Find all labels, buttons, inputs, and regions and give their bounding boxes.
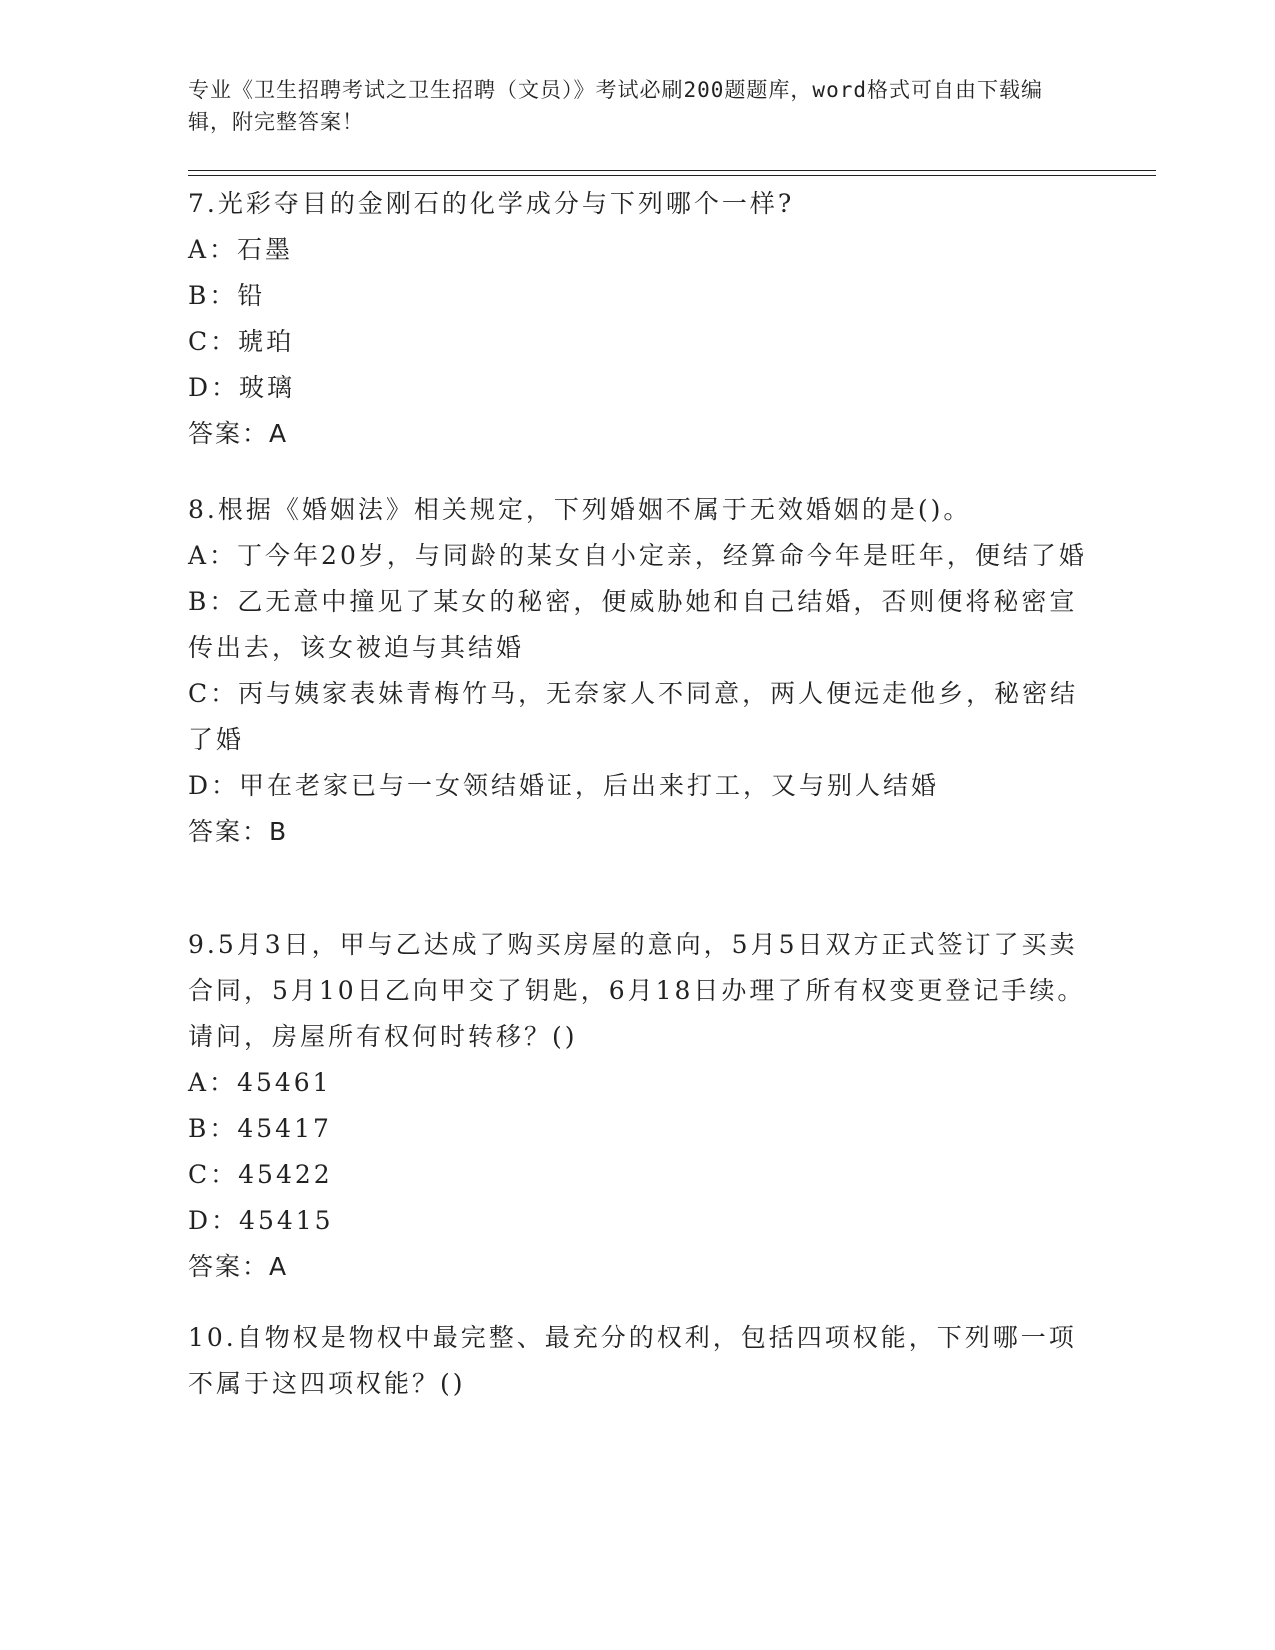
option-c: C：丙与姨家表妹青梅竹马，无奈家人不同意，两人便远走他乡，秘密结了婚 xyxy=(188,679,1079,754)
option-c: C：琥珀 xyxy=(188,327,295,356)
question-stem: 7.光彩夺目的金刚石的化学成分与下列哪个一样? xyxy=(188,189,795,218)
question-7 xyxy=(188,181,1088,457)
question-10 xyxy=(188,1315,1088,1407)
header-rule-bottom xyxy=(188,175,1156,176)
header-rule-top xyxy=(188,170,1156,171)
question-stem: 8.根据《婚姻法》相关规定，下列婚姻不属于无效婚姻的是()。 xyxy=(188,495,972,524)
option-a: A：45461 xyxy=(188,1068,332,1097)
question-stem: 9.5月3日，甲与乙达成了购买房屋的意向，5月5日双方正式签订了买卖合同，5月10日乙向甲交了钥匙，6月18日办理了所有权变更登记手续。请问，房屋所有权何时转移？() xyxy=(188,930,1086,1051)
option-d: D：玻璃 xyxy=(188,373,296,402)
header-text: 专业《卫生招聘考试之卫生招聘（文员）》考试必刷200题题库，word格式可自由下载编辑，附完整答案！ xyxy=(188,78,1043,134)
option-d: D：甲在老家已与一女领结婚证，后出来打工，又与别人结婚 xyxy=(188,771,940,800)
option-d: D：45415 xyxy=(188,1206,334,1235)
answer: 答案：A xyxy=(188,419,289,448)
option-a: A：石墨 xyxy=(188,235,294,264)
option-b: B：45417 xyxy=(188,1114,332,1143)
option-c: C：45422 xyxy=(188,1160,333,1189)
answer: 答案：B xyxy=(188,817,289,846)
question-stem: 10.自物权是物权中最完整、最充分的权利，包括四项权能，下列哪一项不属于这四项权能？() xyxy=(188,1323,1077,1398)
question-9 xyxy=(188,922,1088,1290)
question-8 xyxy=(188,487,1088,855)
option-b: B：乙无意中撞见了某女的秘密，便威胁她和自己结婚，否则便将秘密宣传出去，该女被迫与其结婚 xyxy=(188,587,1078,662)
option-b: B：铅 xyxy=(188,281,266,310)
option-a: A：丁今年20岁，与同龄的某女自小定亲，经算命今年是旺年，便结了婚 xyxy=(188,541,1087,570)
answer: 答案：A xyxy=(188,1252,289,1281)
